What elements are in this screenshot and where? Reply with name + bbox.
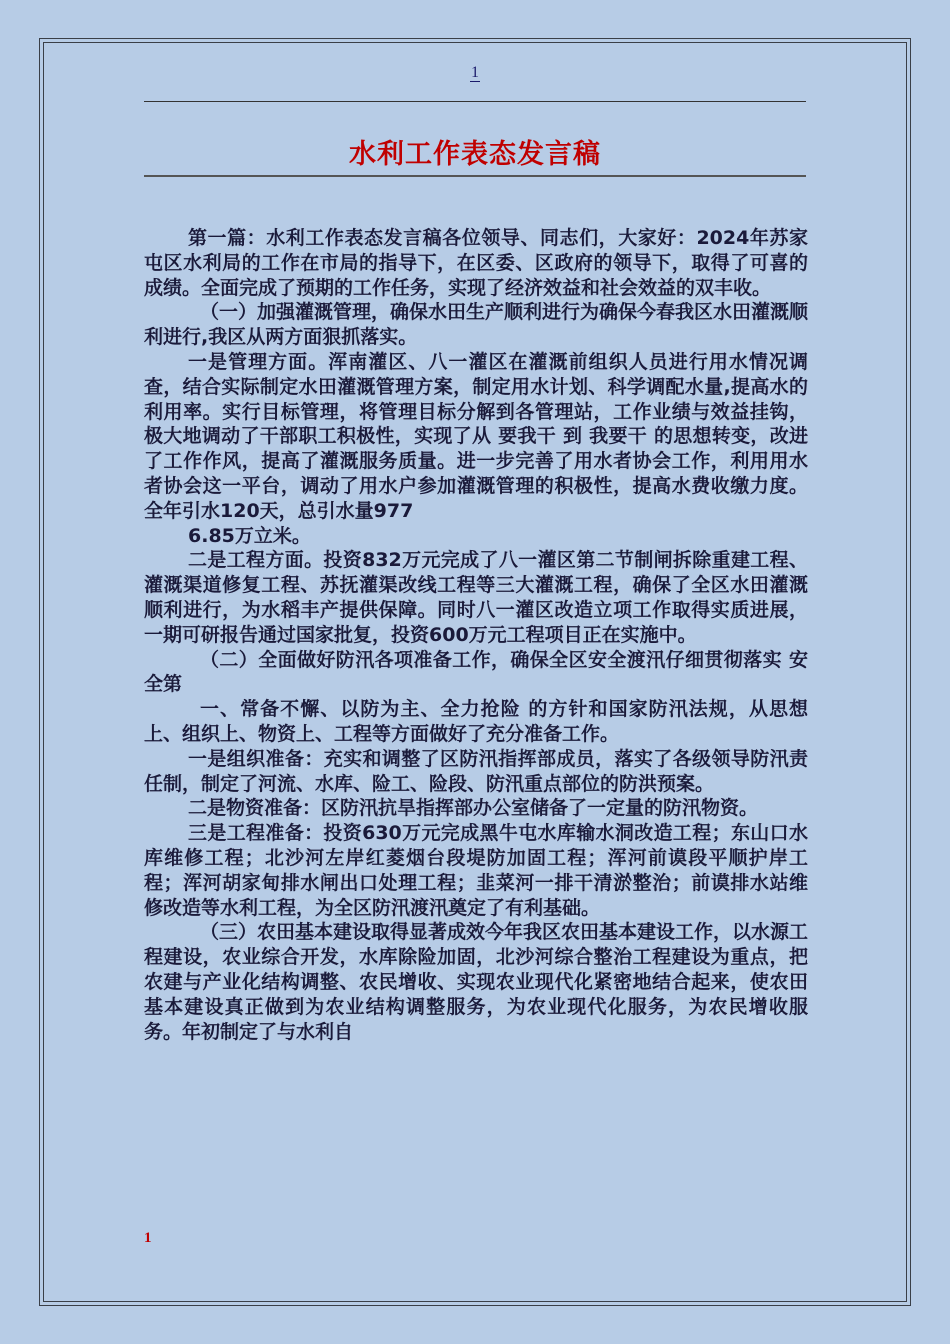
paragraph: （三）农田基本建设取得显著成效今年我区农田基本建设工作，以水源工程建设，农业综合开发，水库除险加固，北沙河综合整治工程建设为重点，把农建与产业化结构调整、农民增收、实现农业现代化紧密地结合起来，使农田基本建设真正做到为农业结构调整服务，为农业现代化服务，为农民增收服务。年初制定了与水利自 xyxy=(144,921,809,1043)
title-rule xyxy=(144,175,806,177)
paragraph: （一）加强灌溉管理，确保水田生产顺利进行为确保今春我区水田灌溉顺利进行,我区从两方面狠抓落实。 xyxy=(144,301,809,349)
footer-page-number: 1 xyxy=(144,1230,152,1246)
paragraph: （二）全面做好防汛各项准备工作，确保全区安全渡汛仔细贯彻落实 安全第 xyxy=(144,648,808,696)
header-page-number-text: 1 xyxy=(471,64,479,81)
paragraph: 第一篇：水利工作表态发言稿各位领导、同志们，大家好：2024年苏家屯区水利局的工作在市局的指导下，在区委、区政府的领导下，取得了可喜的成绩。全面完成了预期的工作任务，实现了经济效益和社会效益的双丰收。 xyxy=(144,227,808,299)
paragraph: 6.85万立米。 xyxy=(188,524,311,547)
paragraph: 一是管理方面。浑南灌区、八一灌区在灌溉前组织人员进行用水情况调查，结合实际制定水田灌溉管理方案，制定用水计划、科学调配水量,提高水的利用率。实行目标管理，将管理目标分解到各管理站，工作业绩与效益挂钩，极大地调动了干部职工积极性，实现了从 要我干 到 我要干 的思想转变，改进了工作作风，提高了灌溉服务质量。进一步完善了用水者协会工作，利用用水者协会这一平台，调动了用水户参加灌溉管理的积极性，提高水费收缴力度。全年引水120天，总引水量977 xyxy=(144,350,808,522)
paragraph: 一、常备不懈、以防为主、全力抢险 的方针和国家防汛法规，从思想上、组织上、物资上、工程等方面做好了充分准备工作。 xyxy=(144,698,808,745)
document-title: 水利工作表态发言稿 xyxy=(349,139,601,170)
header-rule xyxy=(144,101,806,102)
paragraph: 二是物资准备：区防汛抗旱指挥部办公室储备了一定量的防汛物资。 xyxy=(188,797,759,820)
document-body xyxy=(144,226,808,1044)
paragraph: 一是组织准备：充实和调整了区防汛指挥部成员，落实了各级领导防汛责任制，制定了河流、水库、险工、险段、防汛重点部位的防洪预案。 xyxy=(144,747,808,795)
paragraph: 三是工程准备：投资630万元完成黑牛屯水库输水洞改造工程；东山口水库维修工程；北沙河左岸红菱烟台段堤防加固工程；浑河前谟段平顺护岸工程；浑河胡家甸排水闸出口处理工程；韭菜河一排干清淤整治；前谟排水站维修改造等水利工程，为全区防汛渡汛奠定了有利基础。 xyxy=(144,822,808,919)
paragraph: 二是工程方面。投资832万元完成了八一灌区第二节制闸拆除重建工程、灌溉渠道修复工程、苏抚灌渠改线工程等三大灌溉工程，确保了全区水田灌溉顺利进行，为水稻丰产提供保障。同时八一灌区改造立项工作取得实质进展，一期可研报告通过国家批复，投资600万元工程项目正在实施中。 xyxy=(144,549,808,646)
header-page-number xyxy=(0,64,950,82)
